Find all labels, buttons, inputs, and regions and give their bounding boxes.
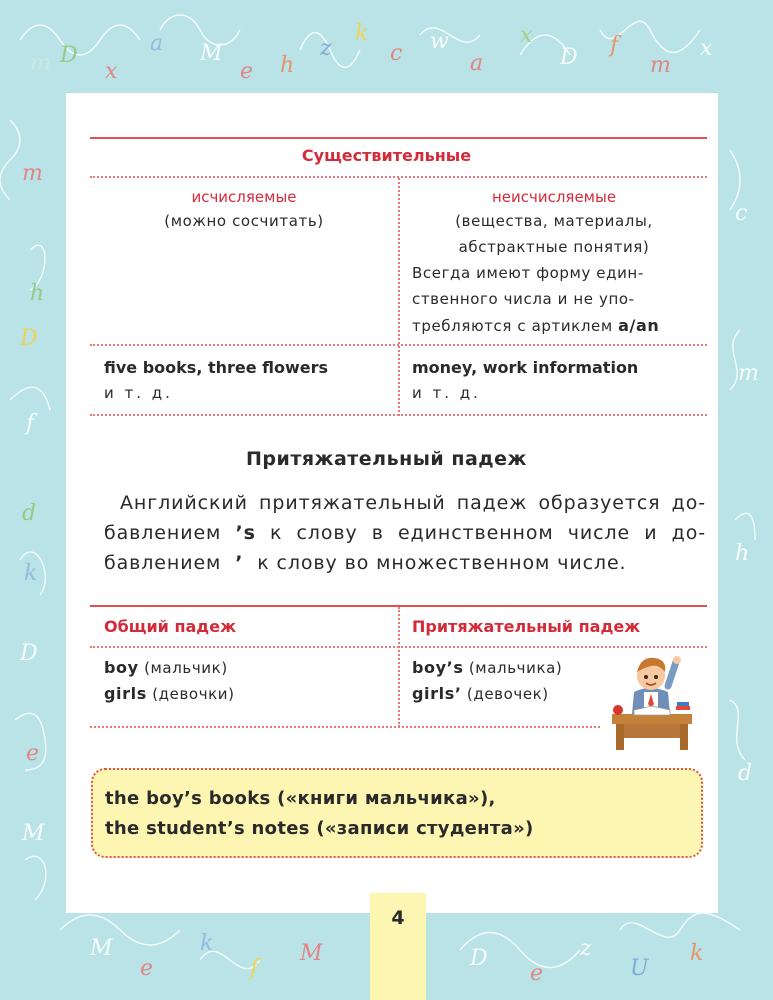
translation: (мальчик) (144, 659, 228, 677)
uncountable-rule-line2: ственного числа и не упо- (412, 290, 635, 308)
example-line-1: the boy’s books («книги мальчика»), (105, 788, 496, 809)
svg-text:f: f (250, 956, 259, 981)
possessive-case-header: Притяжательный падеж (412, 617, 641, 636)
schoolboy-illustration (604, 652, 696, 752)
svg-text:x: x (520, 23, 533, 48)
possessive-word: girls’ (412, 684, 462, 703)
page-number-tab (370, 893, 426, 1000)
common-word: boy (104, 658, 139, 677)
svg-text:e: e (26, 741, 40, 766)
svg-text:m: m (738, 361, 759, 386)
table-row (412, 658, 562, 677)
possessive-section-title: Притяжательный падеж (246, 448, 527, 470)
svg-text:m: m (650, 53, 671, 78)
svg-text:d: d (22, 501, 37, 526)
svg-text:x: x (105, 59, 118, 84)
svg-text:f: f (610, 33, 619, 58)
svg-text:D: D (20, 326, 38, 351)
possessive-word: boy’s (412, 658, 464, 677)
svg-text:M: M (300, 941, 323, 966)
svg-text:D: D (560, 45, 578, 70)
table-bottom-rule (90, 414, 707, 416)
countable-note: (можно сосчитать) (164, 212, 324, 230)
svg-text:k: k (690, 941, 704, 966)
uncountable-examples: money, work information (412, 358, 639, 377)
example-callout (91, 768, 703, 858)
svg-text:M: M (90, 936, 113, 961)
table-top-rule (90, 137, 707, 139)
svg-text:h: h (30, 281, 45, 306)
translation: (девочек) (466, 685, 549, 703)
svg-text:k: k (24, 561, 38, 586)
svg-text:z: z (580, 936, 592, 961)
svg-text:x: x (700, 36, 713, 61)
svg-text:k: k (200, 931, 214, 956)
countable-examples: five books, three flowers (104, 358, 329, 377)
para-text: бавлением (104, 552, 222, 574)
svg-text:D: D (60, 43, 78, 68)
article-a-an: a/an (618, 316, 660, 335)
nouns-table-title: Существительные (301, 146, 472, 165)
svg-text:m: m (30, 51, 51, 76)
uncountable-label: неисчисляемые (491, 188, 617, 206)
svg-text:M: M (22, 821, 45, 846)
table-column-divider (398, 607, 400, 727)
possessive-explanation (104, 488, 706, 578)
svg-text:m: m (22, 161, 43, 186)
svg-text:k: k (355, 21, 369, 46)
translation: (мальчика) (468, 659, 563, 677)
uncountable-rule-line1: Всегда имеют форму един- (412, 264, 644, 282)
svg-text:w: w (430, 29, 449, 54)
table-row (412, 684, 549, 703)
svg-text:M: M (200, 41, 223, 66)
para-text: к слову во множественном числе. (257, 552, 627, 574)
translation: (девочки) (152, 685, 235, 703)
para-line-2 (104, 518, 706, 548)
svg-text:h: h (280, 53, 295, 78)
uncountable-rule-line3 (412, 316, 659, 335)
svg-text:e: e (240, 59, 254, 84)
svg-text:h: h (735, 541, 750, 566)
apostrophe: ’ (235, 552, 244, 574)
svg-text:c: c (735, 201, 748, 226)
table-divider (90, 344, 707, 346)
example-line-2: the student’s notes («записи студента») (105, 818, 534, 839)
svg-text:U: U (630, 956, 649, 981)
svg-text:D: D (470, 946, 488, 971)
table-column-divider (398, 178, 400, 416)
svg-text:a: a (150, 31, 164, 56)
page-number: 4 (391, 907, 405, 929)
apostrophe-s: ’s (235, 522, 256, 544)
uncountable-note-line2: абстрактные понятия) (458, 238, 650, 256)
para-text: бавлением (104, 522, 222, 544)
uncountable-rule-line3-text: требляются с артиклем (412, 317, 613, 335)
svg-text:z: z (320, 36, 332, 61)
uncountable-etc: и т. д. (412, 384, 481, 402)
svg-text:c: c (390, 41, 403, 66)
para-text: к слову в единственном числе и до- (269, 522, 706, 544)
common-case-header: Общий падеж (104, 617, 236, 636)
common-word: girls (104, 684, 147, 703)
table-row (104, 684, 235, 703)
para-line-1: Английский притяжательный падеж образуется до- (120, 492, 706, 514)
svg-text:f: f (26, 411, 35, 436)
svg-text:e: e (140, 956, 154, 981)
uncountable-note-line1: (вещества, материалы, (455, 212, 653, 230)
svg-text:a: a (470, 51, 484, 76)
svg-text:D: D (20, 641, 38, 666)
table-row (104, 658, 228, 677)
svg-text:e: e (530, 961, 544, 986)
svg-text:d: d (738, 761, 753, 786)
countable-etc: и т. д. (104, 384, 173, 402)
table-bottom-rule (90, 726, 600, 728)
countable-label: исчисляемые (191, 188, 297, 206)
para-line-3 (104, 548, 706, 578)
